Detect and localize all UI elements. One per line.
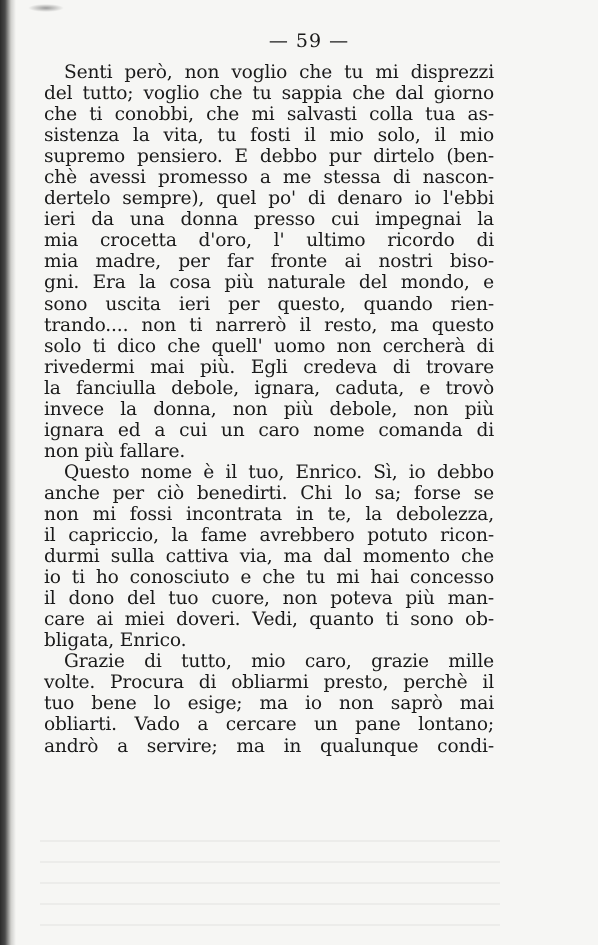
text-line: anche per ciò benedirti. Chi lo sa; forse se: [44, 482, 494, 504]
text-line: sistenza la vita, tu fosti il mio solo, il mio: [44, 125, 494, 147]
text-line: solo ti dico che quell' uomo non cercherà di: [44, 335, 494, 357]
text-line: Senti però, non voglio che tu mi disprezzi: [64, 62, 494, 83]
page-left-edge: [0, 0, 16, 945]
ink-smudge: [28, 4, 64, 12]
show-through-bleed: [40, 840, 500, 930]
text-line: supremo pensiero. E debbo pur dirtelo (ben-: [44, 146, 494, 168]
text-line: del tutto; voglio che tu sappia che dal giorno: [44, 83, 494, 105]
text-line: durmi sulla cattiva via, ma dal momento che: [44, 546, 494, 568]
text-line: andrò a servire; ma in qualunque condi-: [44, 735, 494, 757]
text-line: dertelo sempre), quel po' di denaro io l'ebbi: [44, 188, 494, 210]
text-line: sono uscita ieri per questo, quando rien-: [44, 293, 494, 315]
text-line: care ai miei doveri. Vedi, quanto ti sono ob-: [44, 609, 494, 631]
text-line: il dono del tuo cuore, non poteva più man-: [44, 588, 494, 610]
text-line: io ti ho conosciuto e che tu mi hai concesso: [44, 567, 494, 589]
text-line: non più fallare.: [44, 440, 186, 462]
text-line: obliarti. Vado a cercare un pane lontano;: [44, 714, 494, 736]
text-line: trando.... non ti narrerò il resto, ma questo: [44, 314, 494, 336]
text-line: bligata, Enrico.: [44, 630, 187, 652]
text-line: la fanciulla debole, ignara, caduta, e trovò: [44, 377, 494, 399]
text-line: rivedermi mai più. Egli credeva di trovare: [44, 356, 494, 378]
text-line: invece la donna, non più debole, non più: [44, 398, 494, 420]
text-line: ignara ed a cui un caro nome comanda di: [44, 419, 494, 441]
text-line: tuo bene lo esige; ma io non saprò mai: [44, 693, 494, 715]
text-line: chè avessi promesso a me stessa di nascon-: [44, 167, 494, 189]
text-line: che ti conobbi, che mi salvasti colla tua as-: [44, 104, 494, 126]
body-text: [44, 62, 494, 757]
page-number: — 59 —: [268, 30, 350, 52]
text-line: mia crocetta d'oro, l' ultimo ricordo di: [44, 230, 494, 252]
text-line: Grazie di tutto, mio caro, grazie mille: [64, 651, 494, 673]
text-line: mia madre, per far fronte ai nostri biso-: [44, 251, 494, 273]
text-line: il capriccio, la fame avrebbero potuto ricon-: [44, 525, 494, 547]
text-line: Questo nome è il tuo, Enrico. Sì, io debbo: [64, 461, 494, 483]
text-line: ieri da una donna presso cui impegnai la: [44, 209, 494, 231]
text-line: volte. Procura di obliarmi presto, perchè il: [44, 672, 494, 694]
text-line: gni. Era la cosa più naturale del mondo, e: [44, 272, 494, 294]
text-line: non mi fossi incontrata in te, la debolezza,: [44, 503, 494, 525]
